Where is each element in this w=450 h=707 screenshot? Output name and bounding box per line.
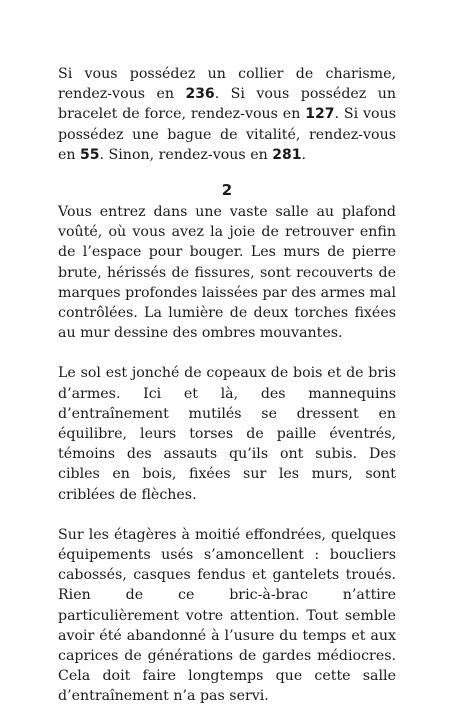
link-55: 55 bbox=[80, 146, 100, 163]
paragraph-spacer bbox=[58, 505, 396, 525]
intro-text-2: . Si vous possédez un bracelet de force, rendez-vous en bbox=[58, 86, 396, 123]
link-127: 127 bbox=[305, 106, 335, 123]
intro-text-5: . bbox=[301, 146, 306, 163]
intro-text-3: . Si vous possédez une bague de vitalité, rendez-vous en bbox=[58, 106, 396, 163]
book-page bbox=[58, 64, 396, 707]
section-paragraph-3: Sur les étagères à moitié effondrées, quelques équipements usés s’amoncellent : boucliers cabossés, casques fendus et gantelets troués. Rien de ce bric-à-brac n’attire particulièrement votre attention. Tout semble avoir été abandonné à l’usure du temps et aux caprices de générations de gardes médiocres. Cela doit faire longtemps que cette salle d’entraînement n’a pas servi. bbox=[58, 526, 396, 705]
section-number: 2 bbox=[221, 181, 233, 200]
link-281: 281 bbox=[272, 146, 302, 163]
intro-text-4: . Sinon, rendez-vous en bbox=[99, 146, 273, 163]
paragraph-spacer bbox=[58, 343, 396, 363]
link-236: 236 bbox=[185, 86, 215, 103]
section-paragraph-1: Vous entrez dans une vaste salle au plafond voûté, où vous avez la joie de retrouver enfin de l’espace pour bouger. Les murs de pierre brute, hérissés de fissures, sont recouverts de marques profondes laissées par des armes mal contrôlées. La lumière de deux torches fixées au mur dessine des ombres mouvantes. bbox=[58, 204, 396, 342]
section-paragraph-2: Le sol est jonché de copeaux de bois et de bris d’armes. Ici et là, des mannequins d’entraînement mutilés se dressent en équilibre, leurs torses de paille éventrés, témoins des assauts qu’ils ont subis. Des cibles en bois, fixées sur les murs, sont criblées de flèches. bbox=[58, 365, 396, 503]
intro-text-1: Si vous possédez un collier de charisme, rendez-vous en bbox=[58, 66, 396, 103]
intro-paragraph bbox=[58, 64, 396, 165]
